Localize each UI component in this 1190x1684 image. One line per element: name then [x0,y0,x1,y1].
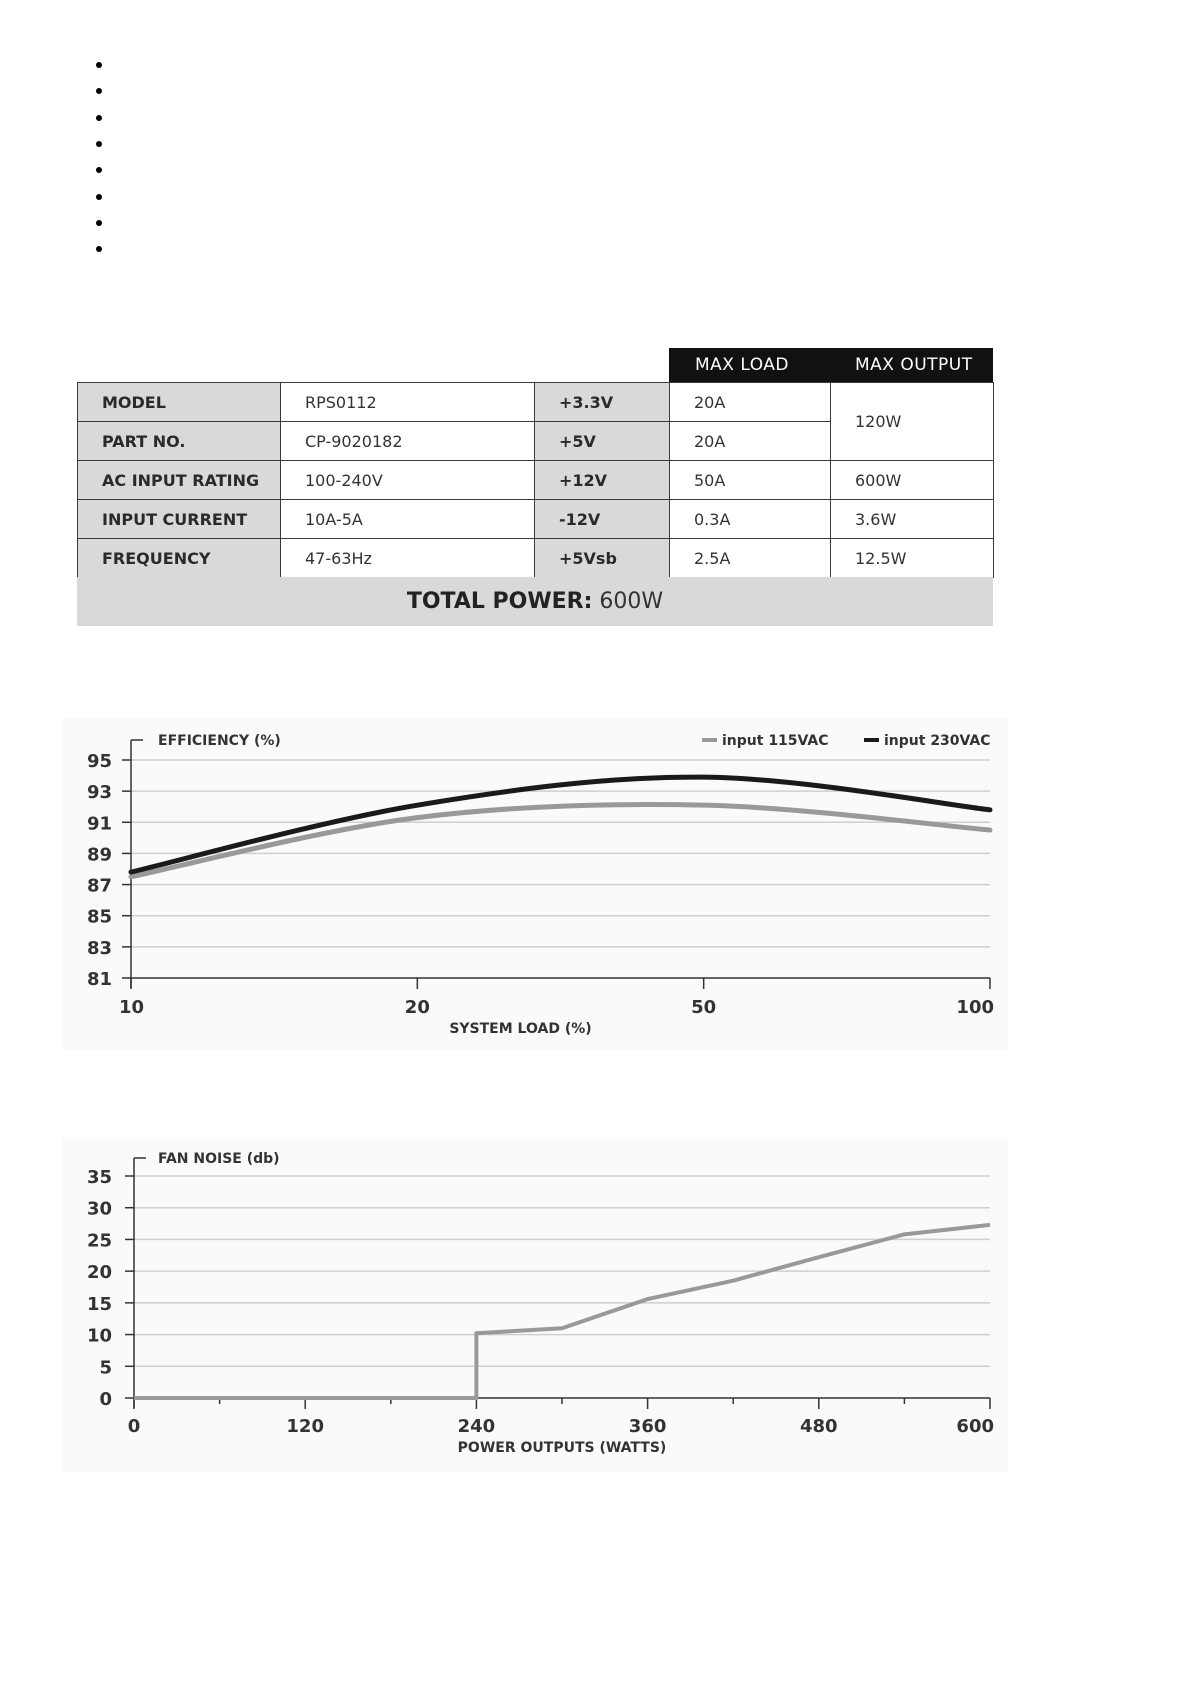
bullet-item [96,246,102,252]
rail-label: +3.3V [535,383,670,422]
spec-label: PART NO. [78,422,281,461]
bullet-item [96,194,102,200]
bullet-item [96,141,102,147]
series-line-1 [134,1225,990,1398]
spec-value: 10A-5A [281,500,535,539]
spec-value: 47-63Hz [281,539,535,578]
table-row [78,383,994,422]
y-tick-label: 25 [86,1230,112,1252]
max-output-value: 3.6W [831,500,994,539]
spec-table [77,348,993,624]
bullet-item [96,220,102,226]
x-tick-label: 50 [691,997,717,1018]
rail-label: -12V [535,500,670,539]
x-tick-label: 360 [628,1416,667,1437]
y-tick-label: 91 [86,813,112,835]
spec-table-header [669,348,993,382]
y-tick-label: 35 [86,1167,112,1188]
x-tick-label: 120 [286,1416,324,1437]
efficiency-chart [62,718,1008,1050]
x-tick-label: 20 [404,997,430,1018]
spec-value: RPS0112 [281,383,535,422]
y-tick-label: 20 [86,1262,112,1284]
y-tick-label: 93 [86,782,112,804]
spec-label: MODEL [78,383,281,422]
chart-title: FAN NOISE (db) [158,1151,280,1167]
y-tick-label: 0 [99,1389,112,1410]
x-tick-label: 100 [956,997,994,1018]
max-output-value: 120W [831,383,994,461]
x-axis-label: SYSTEM LOAD (%) [449,1021,592,1037]
y-tick-label: 10 [86,1325,112,1347]
rail-label: +5Vsb [535,539,670,578]
rail-label: +5V [535,422,670,461]
bullet-item [96,115,102,121]
max-load-value: 2.5A [670,539,831,578]
max-load-value: 50A [670,461,831,500]
legend-label: input 115VAC [722,733,829,749]
y-tick-label: 30 [86,1198,112,1220]
x-tick-label: 240 [457,1416,496,1437]
y-tick-label: 15 [86,1293,112,1315]
spec-value: 100-240V [281,461,535,500]
bullet-item [96,167,102,173]
rail-label: +12V [535,461,670,500]
table-row [78,461,994,500]
x-axis-label: POWER OUTPUTS (WATTS) [457,1440,667,1456]
fan-noise-chart [62,1140,1008,1472]
max-load-header: MAX LOAD [695,355,790,375]
y-tick-label: 81 [86,969,112,990]
max-output-value: 12.5W [831,539,994,578]
table-row [78,500,994,539]
max-load-value: 20A [670,422,831,461]
x-tick-label: 10 [119,997,145,1018]
fan-noise-chart-svg [62,1140,1008,1472]
spec-label: INPUT CURRENT [78,500,281,539]
y-tick-label: 87 [86,875,112,897]
max-output-header: MAX OUTPUT [855,355,973,375]
max-load-value: 20A [670,383,831,422]
bullet-item [96,88,102,94]
chart-title: EFFICIENCY (%) [158,733,281,749]
spec-label: AC INPUT RATING [78,461,281,500]
spec-label: FREQUENCY [78,539,281,578]
y-tick-label: 83 [86,937,112,959]
legend-label: input 230VAC [884,733,991,749]
x-tick-label: 0 [127,1416,141,1437]
max-load-value: 0.3A [670,500,831,539]
y-tick-label: 85 [86,906,112,928]
max-output-value: 600W [831,461,994,500]
total-power [77,577,993,626]
spec-grid [77,382,994,578]
bullet-item [96,62,102,68]
y-tick-label: 5 [99,1357,112,1379]
efficiency-chart-svg [62,718,1008,1050]
total-power-label: TOTAL POWER: [406,589,593,614]
total-power-value: 600W [599,589,664,614]
table-row [78,539,994,578]
y-tick-label: 89 [86,844,112,866]
spec-value: CP-9020182 [281,422,535,461]
y-tick-label: 95 [86,751,112,772]
x-tick-label: 600 [956,1416,994,1437]
x-tick-label: 480 [800,1416,838,1437]
